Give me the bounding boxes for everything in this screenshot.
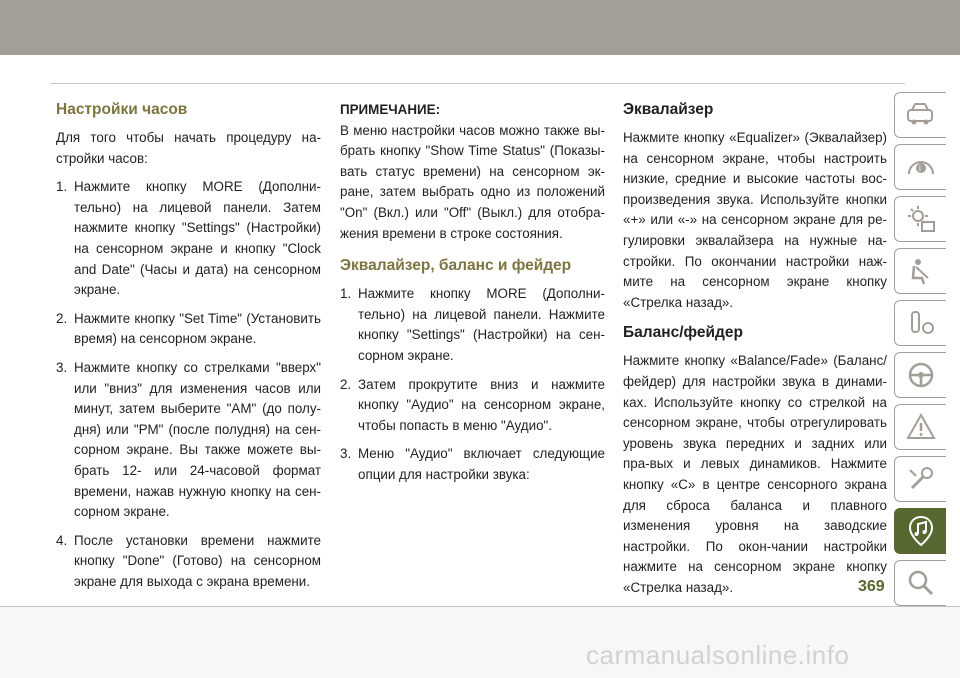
step-text: После установки времени нажмите кнопку "Done" (Готово) на сенсорном экране для выхода с экрана времени.	[74, 532, 321, 589]
clock-settings-heading: Настройки часов	[56, 101, 188, 118]
list-item	[340, 444, 605, 485]
service-wrench-icon	[904, 462, 938, 496]
step-number: 1.	[56, 179, 68, 195]
step-text: Нажмите кнопку MORE (Дополни-тельно) на лицевой панели. Затем нажмите кнопку "Settings" (Настройки) на сенсорном экране и кнопку "Clock and Date" (Часы и дата) на сенсорном экране.	[74, 179, 321, 298]
list-item	[56, 177, 321, 301]
header-rule	[50, 83, 905, 84]
key-start-icon	[904, 306, 938, 340]
step-number: 2.	[56, 310, 68, 326]
step-text: Нажмите кнопку со стрелками "вверх" или "вниз" для изменения часов или минут, затем выберите "AM" (до полу-дня) или "PM" (после полудня) на сен-сорном экране. Вы также можете вы-брать 12- или 24-часовой формат времени, нажав нужную кнопку на сен-сорном экране.	[74, 359, 321, 520]
middle-column	[340, 100, 605, 494]
tab-car-info[interactable]	[894, 92, 946, 138]
top-banner	[0, 0, 960, 55]
tab-steering-wheel[interactable]	[894, 352, 946, 398]
step-number: 1.	[340, 286, 352, 302]
list-item	[56, 358, 321, 523]
step-number: 2.	[340, 376, 352, 392]
list-item	[340, 375, 605, 437]
audio-steps-list	[340, 284, 605, 485]
list-item	[340, 284, 605, 366]
search-index-icon	[904, 566, 938, 600]
step-text: Нажмите кнопку "Set Time" (Установить время) на сенсорном экране.	[74, 310, 321, 347]
dashboard-info-icon	[904, 150, 938, 184]
tab-lights-controls[interactable]	[894, 196, 946, 242]
balance-fade-heading: Баланс/фейдер	[623, 324, 743, 342]
warning-triangle-icon	[904, 410, 938, 444]
clock-intro: Для того чтобы начать процедуру на-стройки часов:	[56, 130, 321, 166]
step-text: Меню "Аудио" включает следующие опции для настройки звука:	[358, 446, 605, 482]
step-text: Затем прокрутите вниз и нажмите кнопку "Аудио" на сенсорном экране, чтобы попасть в меню "Аудио".	[358, 376, 605, 433]
seat-safety-icon	[904, 254, 938, 288]
equalizer-heading: Эквалайзер	[623, 101, 714, 118]
chapter-tabs	[894, 92, 946, 664]
equalizer-text: Нажмите кнопку «Equalizer» (Эквалайзер) на сенсорном экране, чтобы настроить низкие, средние и высокие частоты вос-произведения звука. Используйте кнопки «+» или «-» на сенсорном экране для ре-гулировки эквалайзера на нужные на-стройки. По окончании настройки наж-мите на сенсорном экране кнопку «Стрелка назад».	[623, 130, 887, 310]
tab-key-start[interactable]	[894, 300, 946, 346]
tab-warning[interactable]	[894, 404, 946, 450]
tab-service[interactable]	[894, 456, 946, 502]
watermark: carmanualsonline.info	[586, 640, 850, 670]
page-number: 369	[858, 578, 885, 595]
step-number: 4.	[56, 532, 68, 548]
list-item	[56, 309, 321, 350]
tab-dashboard-info[interactable]	[894, 144, 946, 190]
multimedia-music-icon	[904, 514, 938, 548]
clock-steps-list	[56, 177, 321, 592]
tab-multimedia[interactable]	[894, 508, 946, 554]
step-number: 3.	[340, 446, 352, 462]
lights-controls-icon	[904, 202, 938, 236]
note-title: ПРИМЕЧАНИЕ:	[340, 102, 441, 117]
svg-text:i: i	[918, 164, 921, 173]
tab-seat-safety[interactable]	[894, 248, 946, 294]
left-column	[56, 100, 321, 600]
note-text: В меню настройки часов можно также вы-брать кнопку "Show Time Status" (Показы-вать статус времени) на сенсорном эк-ране, затем выбрать одно из положений "On" (Вкл.) или "Off" (Выкл.) для отобра-жения времени в строке состояния.	[340, 122, 605, 241]
list-item	[56, 531, 321, 593]
tab-search[interactable]	[894, 560, 946, 606]
balance-fade-text: Нажмите кнопку «Balance/Fade» (Баланс/ фейдер) для настройки звука в динами-ках. Используйте кнопку со стрелкой на сенсорном экране, чтобы отрегулировать уровень звука передних и задних или пра-вых и левых динамиков. Нажмите кнопку «C» в центре сенсорного экрана для сброса баланса и плавного изменения уровня на заводские настройки. По окон-чании настройки нажмите на сенсорном экране кнопку «Стрелка назад».	[623, 353, 887, 595]
step-text: Нажмите кнопку MORE (Дополни-тельно) на лицевой панели. Нажмите кнопку "Settings" (Настройки) на сен-сорном экране.	[358, 286, 605, 363]
step-number: 3.	[56, 359, 68, 375]
car-info-icon	[904, 98, 938, 132]
right-column	[623, 100, 887, 606]
steering-wheel-icon	[904, 358, 938, 392]
audio-section-heading: Эквалайзер, баланс и фейдер	[340, 257, 572, 275]
